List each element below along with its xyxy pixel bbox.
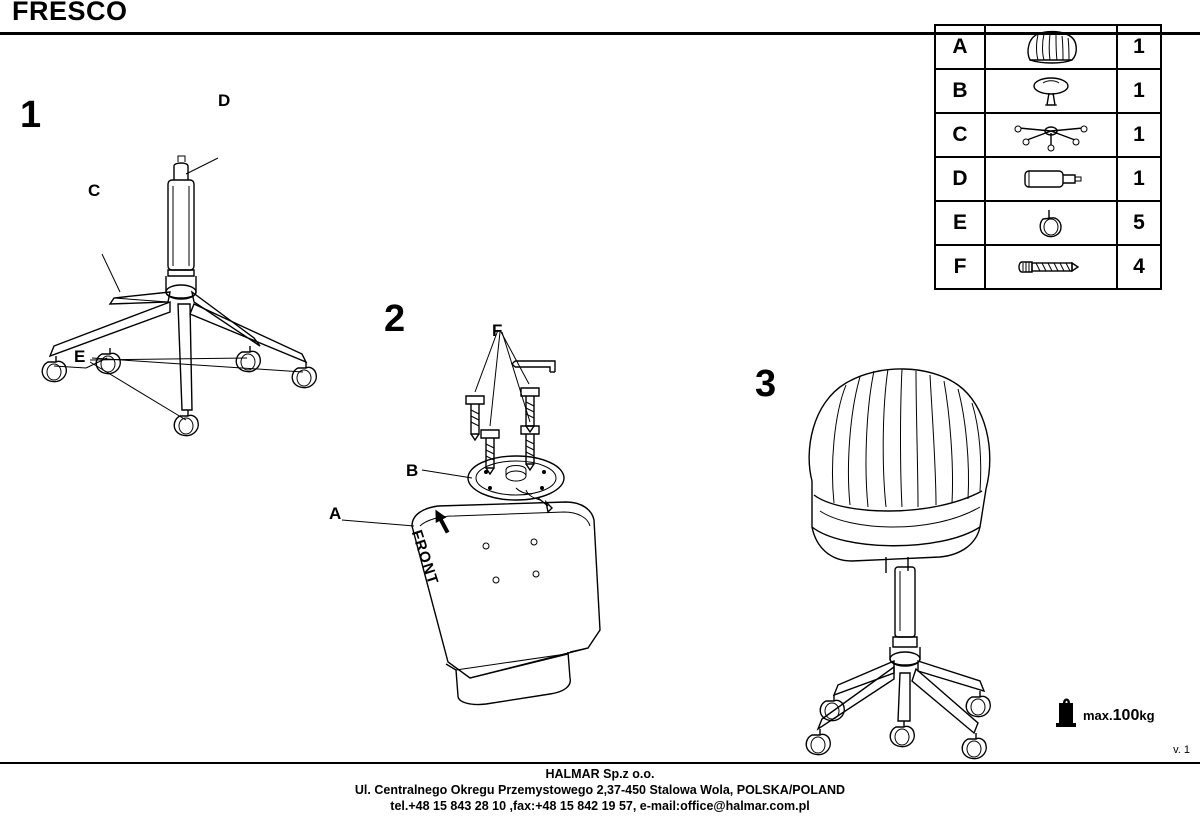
company-address: Ul. Centralnego Okregu Przemystowego 2,37-450 Stalowa Wola, POLSKA/POLAND bbox=[354, 783, 846, 797]
part-qty: 1 bbox=[1117, 25, 1161, 69]
part-letter: B bbox=[935, 69, 985, 113]
assembled-chair-drawing bbox=[809, 369, 990, 561]
part-qty: 1 bbox=[1117, 69, 1161, 113]
screw-icon bbox=[985, 245, 1117, 289]
part-qty: 4 bbox=[1117, 245, 1161, 289]
step-number-2: 2 bbox=[384, 298, 406, 340]
part-letter: E bbox=[935, 201, 985, 245]
seat-plate-icon bbox=[985, 69, 1117, 113]
parts-table bbox=[934, 24, 1162, 290]
max-load-value: 100 bbox=[1112, 707, 1140, 724]
callout-label-a: A bbox=[329, 504, 342, 523]
weight-limit-icon bbox=[1055, 695, 1081, 736]
max-load-unit: kg bbox=[1139, 708, 1155, 723]
part-letter: A bbox=[935, 25, 985, 69]
part-letter: F bbox=[935, 245, 985, 289]
table-row bbox=[935, 201, 1161, 245]
five-star-base-drawing bbox=[50, 292, 306, 410]
step-number-1: 1 bbox=[20, 94, 42, 136]
footer-divider bbox=[0, 762, 1200, 764]
company-contact: tel.+48 15 843 28 10 ,fax:+48 15 842 19 57, e-mail:office@halmar.com.pl bbox=[390, 799, 810, 813]
front-marking-label: FRONT bbox=[407, 528, 442, 588]
max-load-prefix: max. bbox=[1083, 708, 1113, 723]
front-arrow-icon bbox=[430, 507, 453, 536]
five-star-base-icon bbox=[985, 113, 1117, 157]
max-load-label bbox=[1083, 707, 1155, 725]
step-3-figure bbox=[790, 355, 1080, 760]
table-row bbox=[935, 69, 1161, 113]
step-number-3: 3 bbox=[755, 363, 777, 405]
screws-drawing bbox=[466, 388, 539, 474]
chair-shell-icon bbox=[985, 25, 1117, 69]
part-letter: D bbox=[935, 157, 985, 201]
part-qty: 1 bbox=[1117, 113, 1161, 157]
table-row bbox=[935, 157, 1161, 201]
callout-label-d: D bbox=[218, 91, 231, 110]
part-letter: C bbox=[935, 113, 985, 157]
table-row bbox=[935, 25, 1161, 69]
callout-label-b: B bbox=[406, 461, 419, 480]
table-row bbox=[935, 113, 1161, 157]
page-title: FRESCO bbox=[12, 0, 128, 26]
footer bbox=[0, 766, 1200, 814]
part-qty: 1 bbox=[1117, 157, 1161, 201]
allen-key-drawing bbox=[512, 361, 555, 372]
table-row bbox=[935, 245, 1161, 289]
step-1-figure bbox=[10, 70, 340, 395]
gas-lift-cylinder-icon bbox=[985, 157, 1117, 201]
gas-lift-column-drawing bbox=[886, 557, 917, 647]
company-name: HALMAR Sp.z o.o. bbox=[545, 767, 655, 781]
callout-label-f: F bbox=[492, 321, 503, 340]
caster-wheel-icon bbox=[985, 201, 1117, 245]
callout-label-e: E bbox=[74, 347, 86, 366]
base-and-casters-drawing bbox=[806, 647, 990, 759]
gas-lift-cylinder-drawing bbox=[168, 156, 194, 276]
callout-label-c: C bbox=[88, 181, 101, 200]
version-label: v. 1 bbox=[1173, 744, 1190, 756]
part-qty: 5 bbox=[1117, 201, 1161, 245]
step-2-figure bbox=[320, 330, 650, 735]
chair-shell-drawing bbox=[412, 502, 600, 705]
